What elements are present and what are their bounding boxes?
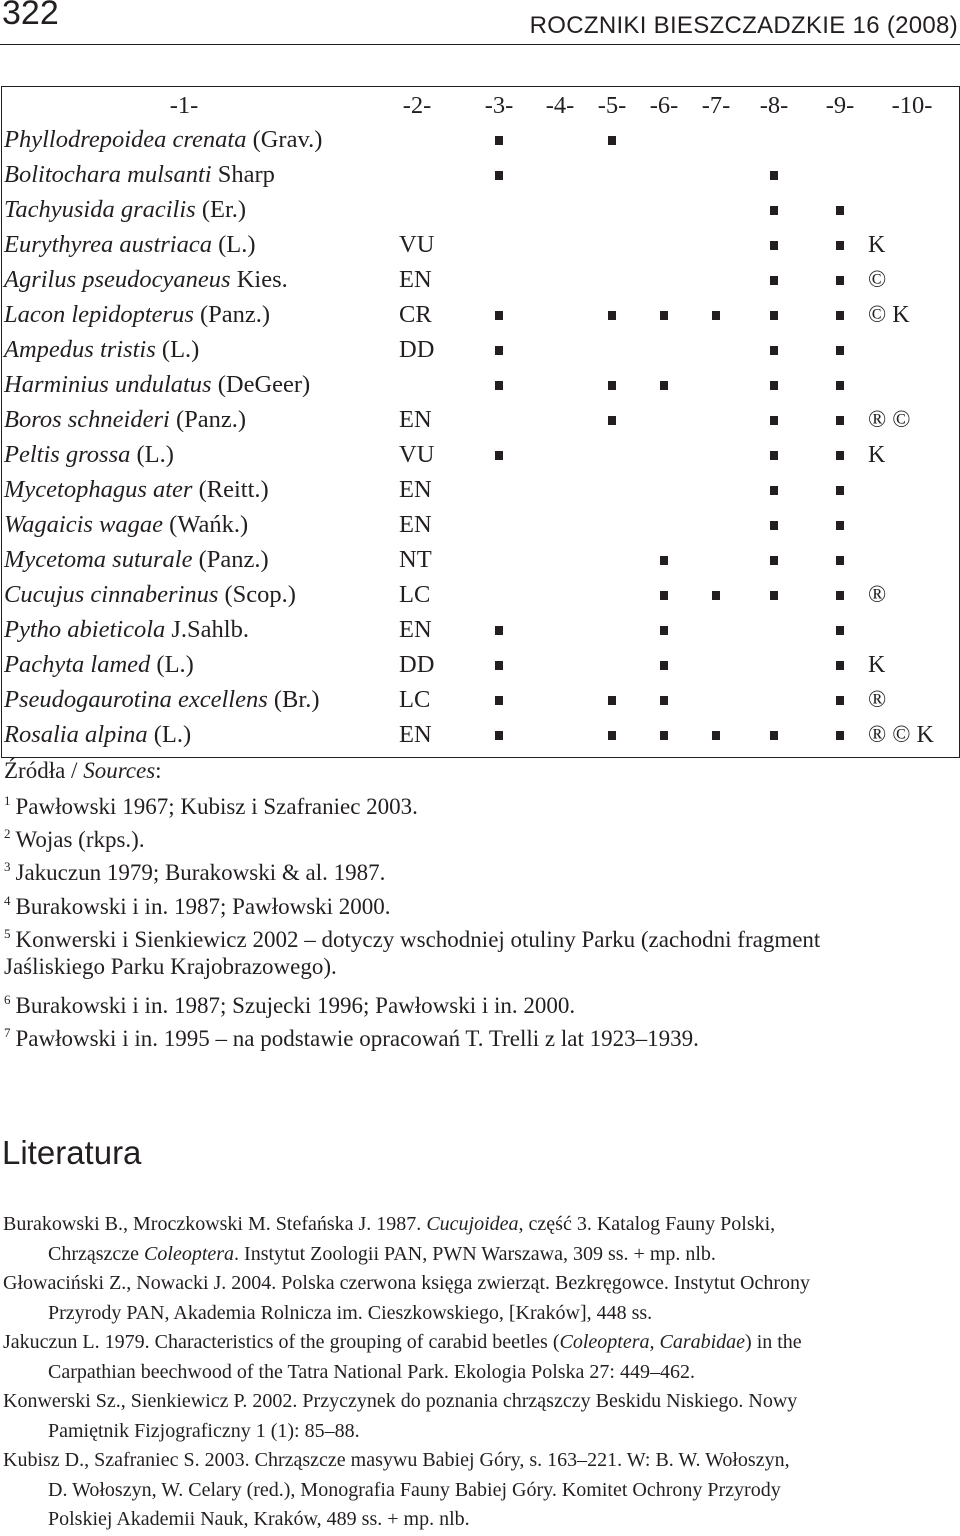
species-name [4, 651, 194, 679]
species-binomial: Mycetoma suturale [4, 546, 193, 573]
reference-continuation-line [3, 1476, 958, 1506]
occurrence-marker [836, 311, 844, 320]
column-header: -7- [701, 92, 731, 119]
footnote-number: 4 [4, 892, 11, 908]
occurrence-marker [660, 591, 668, 600]
occurrence-marker [660, 696, 668, 705]
occurrence-marker [712, 311, 720, 320]
species-binomial: Agrilus pseudocyaneus [4, 266, 231, 293]
threat-status: CR [399, 301, 432, 328]
occurrence-marker [712, 731, 720, 740]
species-name [4, 441, 174, 469]
protection-symbols: K [868, 652, 886, 678]
reference-italic: Coleoptera [144, 1242, 235, 1265]
species-author: (Panz.) [192, 546, 269, 573]
source-item [4, 853, 385, 887]
occurrence-marker [495, 731, 503, 740]
occurrence-marker [836, 206, 844, 215]
reference-text: Burakowski B., Mroczkowski M. Stefańska J. 1987. [3, 1213, 427, 1235]
species-author: (Er.) [195, 196, 247, 223]
occurrence-marker [770, 731, 778, 740]
occurrence-marker [770, 346, 778, 355]
occurrence-marker [608, 381, 616, 390]
page-number: 322 [2, 0, 59, 32]
species-author: (L.) [147, 721, 192, 748]
occurrence-marker [770, 241, 778, 250]
threat-status: LC [399, 686, 431, 713]
reference-first-line [3, 1446, 958, 1476]
threat-status: EN [399, 721, 432, 748]
reference-entry [3, 1328, 958, 1387]
species-name [4, 721, 191, 749]
occurrence-marker [770, 206, 778, 215]
source-text: Pawłowski 1967; Kubisz i Szafraniec 2003. [15, 794, 418, 819]
reference-text: Polskiej Akademii Nauk, Kraków, 489 ss. + mp. nlb. [48, 1508, 470, 1530]
species-binomial: Lacon lepidopterus [4, 301, 194, 328]
protection-symbols: ® © K [868, 722, 934, 748]
source-text: Burakowski i in. 1987; Szujecki 1996; Pawłowski i in. 2000. [15, 993, 576, 1019]
species-binomial: Eurythyrea austriaca [4, 231, 212, 258]
protection-symbols: K [868, 232, 886, 258]
column-header: -2- [402, 92, 432, 119]
occurrence-marker [495, 171, 503, 180]
species-name [4, 196, 246, 224]
occurrence-marker [495, 626, 503, 635]
column-header: -9- [825, 92, 855, 119]
occurrence-marker [770, 311, 778, 320]
species-author: (Wańk.) [163, 511, 249, 538]
threat-status: EN [399, 511, 432, 538]
occurrence-marker [608, 731, 616, 740]
occurrence-marker [836, 626, 844, 635]
reference-entry [3, 1269, 958, 1328]
occurrence-marker [770, 171, 778, 180]
species-binomial: Cucujus cinnaberinus [4, 581, 219, 608]
species-binomial: Pachyta lamed [4, 651, 151, 678]
source-item [4, 887, 391, 921]
occurrence-marker [495, 696, 503, 705]
source-item [4, 953, 337, 981]
reference-continuation-line [3, 1299, 958, 1329]
species-name [4, 266, 288, 294]
species-binomial: Boros schneideri [4, 406, 170, 433]
species-author: (L.) [150, 651, 194, 678]
species-binomial: Tachyusida gracilis [4, 196, 196, 223]
species-name [4, 336, 199, 364]
reference-text: Konwerski Sz., Sienkiewicz P. 2002. Przyczynek do poznania chrząszczy Beskidu Niskiego. Nowy [3, 1390, 798, 1412]
species-name [4, 301, 270, 329]
species-author: Kies. [230, 266, 288, 293]
threat-status: EN [399, 266, 432, 293]
reference-text: Głowaciński Z., Nowacki J. 2004. Polska czerwona księga zwierząt. Bezkręgowce. Instytut Ochrony [3, 1272, 810, 1294]
occurrence-marker [608, 136, 616, 145]
occurrence-marker [660, 661, 668, 670]
footnote-number: 5 [4, 925, 11, 941]
species-author: (L.) [130, 441, 174, 468]
occurrence-marker [770, 486, 778, 495]
threat-status: NT [399, 546, 432, 573]
reference-continuation-line [3, 1505, 958, 1535]
occurrence-marker [770, 556, 778, 565]
species-name [4, 371, 310, 399]
reference-first-line [3, 1269, 958, 1299]
occurrence-marker [495, 661, 503, 670]
species-binomial: Wagaicis wagae [4, 511, 164, 538]
species-name [4, 616, 249, 644]
species-name [4, 476, 269, 504]
reference-text: Pamiętnik Fizjograficzny 1 (1): 85–88. [48, 1419, 360, 1442]
occurrence-marker [495, 381, 503, 390]
occurrence-marker [608, 416, 616, 425]
threat-status: EN [399, 406, 432, 433]
source-text: Jaśliskiego Parku Krajobrazowego). [4, 954, 337, 979]
column-header: -1- [169, 92, 199, 119]
threat-status: EN [399, 616, 432, 643]
species-name [4, 406, 246, 434]
occurrence-marker [495, 346, 503, 355]
sources-heading-pl: Źródła / [4, 758, 84, 783]
occurrence-marker [836, 241, 844, 250]
column-header: -4- [545, 92, 575, 119]
species-binomial: Harminius undulatus [4, 371, 212, 398]
sources-heading-colon: : [155, 758, 162, 783]
reference-text: Przyrody PAN, Akademia Rolnicza im. Cieszkowskiego, [Kraków], 448 ss. [48, 1301, 653, 1324]
occurrence-marker [770, 451, 778, 460]
species-name [4, 511, 248, 539]
species-author: (Panz.) [193, 301, 271, 328]
reference-entry [3, 1446, 958, 1535]
occurrence-marker [495, 451, 503, 460]
species-name [4, 546, 269, 574]
occurrence-marker [836, 486, 844, 495]
protection-symbols: K [868, 442, 886, 468]
occurrence-marker [608, 696, 616, 705]
reference-first-line [3, 1387, 958, 1417]
source-text: Wojas (rkps.). [15, 827, 145, 853]
threat-status: VU [399, 441, 435, 468]
occurrence-marker [770, 521, 778, 530]
species-name [4, 231, 256, 259]
source-item [4, 1019, 699, 1053]
reference-text: ) in the [745, 1331, 802, 1353]
column-header: -5- [597, 92, 627, 119]
occurrence-marker [836, 381, 844, 390]
footnote-number: 6 [4, 992, 11, 1008]
protection-symbols: ® [868, 687, 887, 713]
occurrence-marker [836, 521, 844, 530]
reference-first-line [3, 1210, 958, 1240]
occurrence-marker [836, 451, 844, 460]
species-author: (Reitt.) [192, 476, 269, 503]
occurrence-marker [836, 731, 844, 740]
occurrence-marker [770, 591, 778, 600]
species-author: (Scop.) [218, 581, 296, 608]
column-header: -3- [484, 92, 514, 119]
species-name [4, 686, 319, 714]
species-author: (Panz.) [169, 406, 247, 433]
reference-text: Carpathian beechwood of the Tatra National Park. Ekologia Polska 27: 449–462. [48, 1360, 695, 1383]
reference-first-line [3, 1328, 958, 1358]
occurrence-marker [836, 346, 844, 355]
threat-status: DD [399, 336, 435, 363]
protection-symbols: © K [868, 302, 910, 328]
threat-status: DD [399, 651, 435, 678]
source-text: Jakuczun 1979; Burakowski & al. 1987. [15, 860, 386, 886]
footnote-number: 1 [4, 793, 11, 808]
source-text: Konwerski i Sienkiewicz 2002 – dotyczy wschodniej otuliny Parku (zachodni fragment [15, 926, 821, 952]
occurrence-marker [608, 311, 616, 320]
occurrence-marker [495, 136, 503, 145]
species-binomial: Bolitochara mulsanti [4, 161, 212, 188]
reference-text: , część 3. Katalog Fauny Polski, [518, 1213, 776, 1235]
footnote-number: 3 [4, 859, 11, 875]
occurrence-marker [836, 416, 844, 425]
occurrence-marker [660, 381, 668, 390]
species-binomial: Phyllodrepoidea crenata [4, 126, 247, 153]
species-name [4, 126, 322, 154]
occurrence-marker [836, 276, 844, 285]
species-binomial: Ampedus tristis [4, 336, 156, 363]
occurrence-marker [770, 416, 778, 425]
occurrence-marker [495, 311, 503, 320]
source-text: Pawłowski i in. 1995 – na podstawie opracowań T. Trelli z lat 1923–1939. [15, 1026, 699, 1052]
footnote-number: 7 [4, 1025, 11, 1041]
source-item [4, 986, 575, 1020]
source-item [4, 820, 145, 854]
protection-symbols: ® © [868, 407, 911, 433]
species-binomial: Rosalia alpina [4, 721, 148, 748]
sources-heading-en: Sources [83, 758, 156, 783]
reference-entry [3, 1210, 958, 1269]
sources-heading [4, 757, 162, 785]
reference-italic: Coleoptera, Carabidae [559, 1331, 746, 1353]
occurrence-marker [770, 381, 778, 390]
source-text: Burakowski i in. 1987; Pawłowski 2000. [15, 893, 391, 919]
species-author: J.Sahlb. [165, 616, 249, 643]
species-binomial: Mycetophagus ater [4, 476, 193, 503]
reference-text: . Instytut Zoologii PAN, PWN Warszawa, 309 ss. + mp. nlb. [234, 1242, 716, 1265]
occurrence-marker [770, 276, 778, 285]
protection-symbols: ® [868, 582, 887, 608]
source-item [4, 787, 418, 821]
reference-italic: Cucujoidea [426, 1213, 519, 1235]
reference-entry [3, 1387, 958, 1446]
occurrence-marker [660, 311, 668, 320]
occurrence-marker [836, 696, 844, 705]
occurrence-marker [660, 731, 668, 740]
species-name [4, 161, 275, 189]
species-author: (L.) [212, 231, 256, 258]
species-name [4, 581, 296, 609]
reference-text: Jakuczun L. 1979. Characteristics of the grouping of carabid beetles ( [3, 1331, 560, 1353]
species-author: (Br.) [267, 686, 320, 713]
occurrence-marker [836, 556, 844, 565]
header-rule [0, 44, 960, 45]
protection-symbols: © [868, 267, 887, 293]
species-author: (Grav.) [246, 126, 323, 153]
column-header: -10- [891, 92, 933, 119]
species-author: (DeGeer) [211, 371, 311, 398]
threat-status: VU [399, 231, 435, 258]
table-top-rule [1, 86, 960, 87]
column-header: -8- [759, 92, 789, 119]
reference-text: D. Wołoszyn, W. Celary (red.), Monografia Fauny Babiej Góry. Komitet Ochrony Przyrody [48, 1478, 781, 1501]
occurrence-marker [712, 591, 720, 600]
source-item [4, 920, 820, 954]
reference-continuation-line [3, 1358, 958, 1388]
occurrence-marker [660, 626, 668, 635]
reference-continuation-line [3, 1240, 958, 1270]
species-author: (L.) [155, 336, 200, 363]
threat-status: EN [399, 476, 432, 503]
reference-text: Chrząszcze [48, 1242, 145, 1265]
reference-continuation-line [3, 1417, 958, 1447]
occurrence-marker [836, 591, 844, 600]
occurrence-marker [660, 556, 668, 565]
threat-status: LC [399, 581, 431, 608]
running-head: ROCZNIKI BIESZCZADZKIE 16 (2008) [529, 12, 958, 39]
species-binomial: Pseudogaurotina excellens [4, 686, 268, 713]
reference-text: Kubisz D., Szafraniec S. 2003. Chrząszcze masywu Babiej Góry, s. 163–221. W: B. W. Wołoszyn, [3, 1449, 790, 1471]
literature-heading: Literatura [2, 1134, 142, 1171]
species-author: Sharp [211, 161, 275, 188]
footnote-number: 2 [4, 826, 11, 842]
column-header: -6- [649, 92, 679, 119]
species-binomial: Pytho abieticola [4, 616, 166, 643]
species-binomial: Peltis grossa [4, 441, 131, 468]
occurrence-marker [836, 661, 844, 670]
